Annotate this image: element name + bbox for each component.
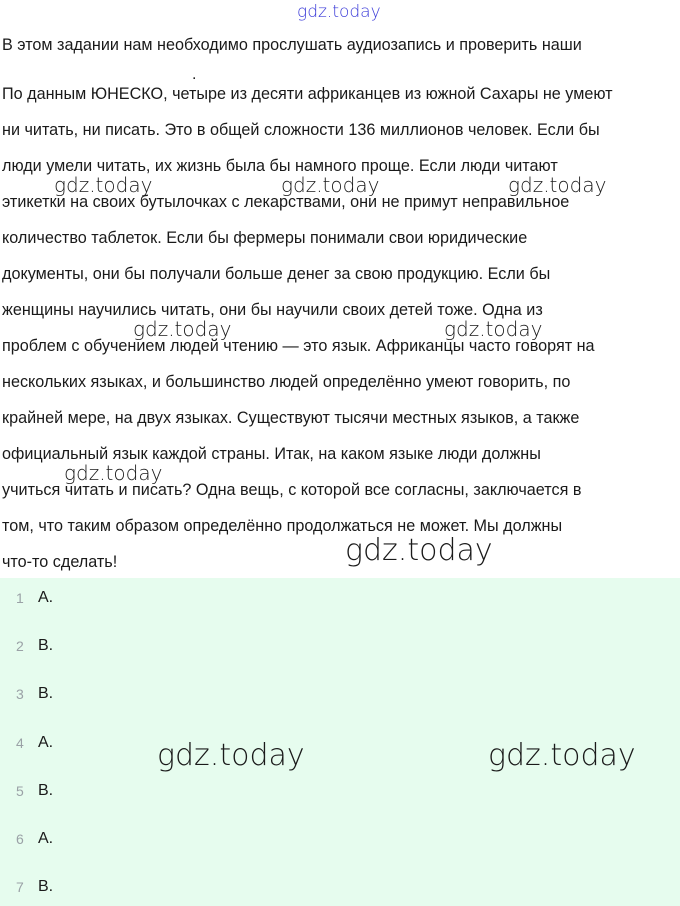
watermark: gdz.today xyxy=(133,317,232,341)
watermark: gdz.today xyxy=(444,317,543,341)
answer-value: B. xyxy=(38,685,54,702)
text-line: ни читать, ни писать. Это в общей сложности 136 миллионов человек. Если бы xyxy=(2,121,600,139)
answer-value: A. xyxy=(38,734,54,751)
answer-item xyxy=(0,875,53,899)
text-line: люди умели читать, их жизнь была бы намного проще. Если люди читают xyxy=(2,157,558,175)
watermark-top: gdz.today xyxy=(297,2,381,22)
answer-value: B. xyxy=(38,637,54,654)
answer-item xyxy=(0,634,53,658)
text-line: крайней мере, на двух языках. Существуют тысячи местных языков, а также xyxy=(2,409,580,427)
watermark: gdz.today xyxy=(345,533,493,568)
watermark: gdz.today xyxy=(281,173,380,197)
watermark: gdz.today xyxy=(508,173,607,197)
text-line: проблем с обучением людей чтению — это язык. Африканцы часто говорят на xyxy=(2,337,595,355)
answer-item xyxy=(0,779,53,803)
text-line: количество таблеток. Если бы фермеры понимали свои юридические xyxy=(2,229,528,247)
answer-value: B. xyxy=(38,782,54,799)
answer-item xyxy=(0,682,53,706)
answer-value: A. xyxy=(38,589,54,606)
answer-item xyxy=(0,586,53,610)
text-line: этикетки на своих бутылочках с лекарствами, они не примут неправильное xyxy=(2,193,570,211)
text-line: документы, они бы получали больше денег за свою продукцию. Если бы xyxy=(2,265,551,283)
watermark: gdz.today xyxy=(54,173,153,197)
watermark: gdz.today xyxy=(157,738,305,773)
text-line: официальный язык каждой страны. Итак, на каком языке люди должны xyxy=(2,445,541,463)
answer-item xyxy=(0,827,53,851)
text-line: что-то сделать! xyxy=(2,553,118,571)
answer-number: 4 xyxy=(16,735,24,751)
answer-number: 5 xyxy=(16,783,24,799)
text-line: В этом задании нам необходимо прослушать аудиозапись и проверить наши xyxy=(2,36,582,54)
answer-value: B. xyxy=(38,878,54,895)
text-line: учиться читать и писать? Одна вещь, с которой все согласны, заключается в xyxy=(2,481,582,499)
watermark: gdz.today xyxy=(488,738,636,773)
answer-number: 1 xyxy=(16,590,24,606)
answer-number: 6 xyxy=(16,831,24,847)
answer-number: 3 xyxy=(16,686,24,702)
answer-number: 2 xyxy=(16,638,24,654)
answer-number: 7 xyxy=(16,879,24,895)
answer-item xyxy=(0,731,53,755)
text-line: По данным ЮНЕСКО, четыре из десяти африканцев из южной Сахары не умеют xyxy=(2,85,613,103)
watermark: gdz.today xyxy=(64,461,163,485)
text-line: нескольких языках, и большинство людей определённо умеют говорить, по xyxy=(2,373,571,391)
stray-dot: . xyxy=(192,66,197,83)
text-line: том, что таким образом определённо продолжаться не может. Мы должны xyxy=(2,517,563,535)
text-line: женщины научились читать, они бы научили своих детей тоже. Одна из xyxy=(2,301,543,319)
answer-value: A. xyxy=(38,830,54,847)
